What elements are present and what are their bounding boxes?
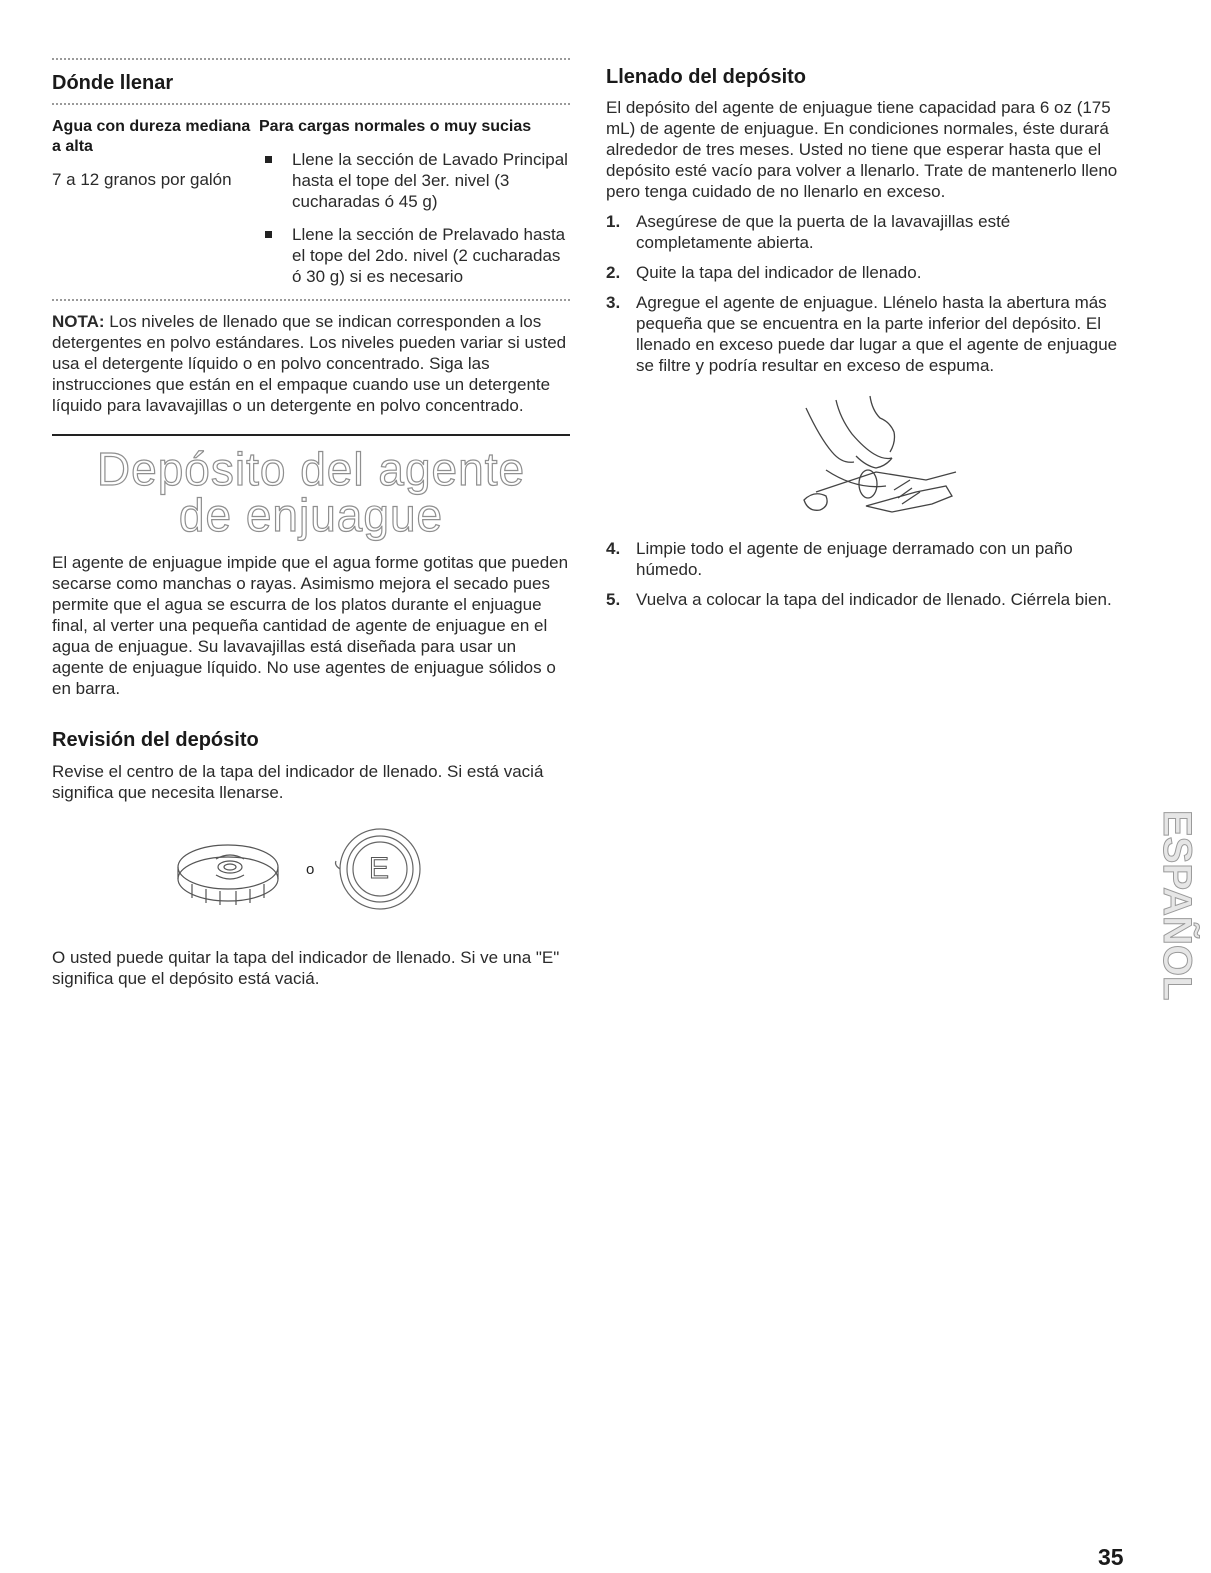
- right-column: [606, 58, 1126, 610]
- page-number: 35: [1098, 1544, 1124, 1570]
- bullet-icon: [265, 231, 272, 238]
- side-tab-label: ESPAÑOL: [1155, 810, 1199, 1001]
- table-header: Para cargas normales o muy sucias: [259, 118, 532, 135]
- list-item-text: Llene la sección de Lavado Principal hasta el tope del 3er. nivel (3 cucharadas ó 45 g): [292, 150, 568, 211]
- side-tab-graphic: [1152, 810, 1199, 1060]
- step-text: Vuelva a colocar la tapa del indicador de llenado. Ciérrela bien.: [636, 590, 1112, 609]
- fill-indicator-cap-icon: [172, 819, 472, 923]
- step-text: Limpie todo el agente de enjuage derramado con un paño húmedo.: [636, 539, 1073, 579]
- section-rule: [52, 434, 570, 436]
- bullet-icon: [265, 156, 272, 163]
- step-number: 5.: [606, 590, 621, 609]
- list-item: [259, 149, 569, 212]
- steps-list-continued: [606, 538, 1126, 610]
- llenado-heading: Llenado del depósito: [606, 66, 807, 88]
- table-column-loads: [259, 117, 569, 287]
- list-item: [606, 538, 1126, 580]
- llenado-intro: El depósito del agente de enjuague tiene capacidad para 6 oz (175 mL) de agente de enjuague. En condiciones normales, éste durará alrededor de tres meses. Usted no tiene que esperar hasta que el depósito esté vacío para volver a llenarlo. Trate de mantenerlo lleno pero tenga cuidado de no llenarlo en exceso.: [606, 98, 1118, 201]
- e-label: E: [369, 852, 390, 885]
- revision-paragraph: Revise el centro de la tapa del indicador de llenado. Si está vaciá significa que necesita llenarse.: [52, 762, 544, 802]
- fill-table: [52, 117, 570, 287]
- step-number: 4.: [606, 539, 621, 558]
- section-title: [52, 443, 570, 541]
- step-text: Agregue el agente de enjuague. Llénelo hasta la abertura más pequeña que se encuentra en la parte inferior del depósito. El llenado en exceso puede dar lugar a que el agente de enjuague se filtre y podría resultar en exceso de espuma.: [636, 293, 1118, 375]
- nota-paragraph: [52, 311, 570, 416]
- section-title-line: de enjuague: [178, 489, 444, 541]
- table-cell: 7 a 12 granos por galón: [52, 170, 232, 189]
- nota-label: NOTA:: [52, 312, 105, 331]
- divider: [52, 103, 570, 107]
- left-column: [52, 58, 570, 989]
- revision-paragraph-2: O usted puede quitar la tapa del indicador de llenado. Si ve una "E" significa que el depósito está vaciá.: [52, 948, 560, 988]
- divider: [52, 299, 570, 303]
- list-item: [259, 224, 569, 287]
- step-text: Asegúrese de que la puerta de la lavavajillas esté completamente abierta.: [636, 212, 1011, 252]
- steps-list: [606, 211, 1126, 376]
- indicator-illustration: [52, 819, 570, 923]
- list-item: [606, 262, 1126, 283]
- step-text: Quite la tapa del indicador de llenado.: [636, 263, 922, 282]
- step-number: 2.: [606, 263, 621, 282]
- donde-llenar-heading: Dónde llenar: [52, 72, 174, 94]
- intro-paragraph: El agente de enjuague impide que el agua forme gotitas que pueden secarse como manchas o rayas. Asimismo mejora el secado pues permite que el agua se escurra de los platos durante el enjuague final, al verter una pequeña cantidad de agente de enjuague en el agua de enjuague. Su lavavajillas está diseñada para usar un agente de enjuague líquido. No use agentes de enjuague sólidos o en barra.: [52, 553, 569, 698]
- step-number: 1.: [606, 212, 621, 231]
- pouring-rinse-aid-icon: [796, 396, 976, 528]
- table-header: Agua con dureza mediana a alta: [52, 118, 251, 155]
- nota-text: Los niveles de llenado que se indican corresponden a los detergentes en polvo estándares. Los niveles pueden variar si usted usa el detergente líquido o en polvo concentrado. Siga las instrucciones que están en el empaque cuando use un detergente líquido para lavavajillas o un detergente en polvo concentrado.: [52, 312, 567, 415]
- step-number: 3.: [606, 293, 621, 312]
- or-label: o: [306, 861, 315, 878]
- language-side-tab: [1152, 810, 1199, 1060]
- list-item: [606, 589, 1126, 610]
- table-column-hardness: [52, 117, 259, 287]
- revision-heading: Revisión del depósito: [52, 729, 259, 751]
- section-title-line: Depósito del agente: [96, 443, 526, 495]
- list-item-text: Llene la sección de Prelavado hasta el tope del 2do. nivel (2 cucharadas ó 30 g) si es necesario: [292, 225, 566, 286]
- list-item: [606, 292, 1126, 376]
- divider: [52, 58, 570, 62]
- list-item: [606, 211, 1126, 253]
